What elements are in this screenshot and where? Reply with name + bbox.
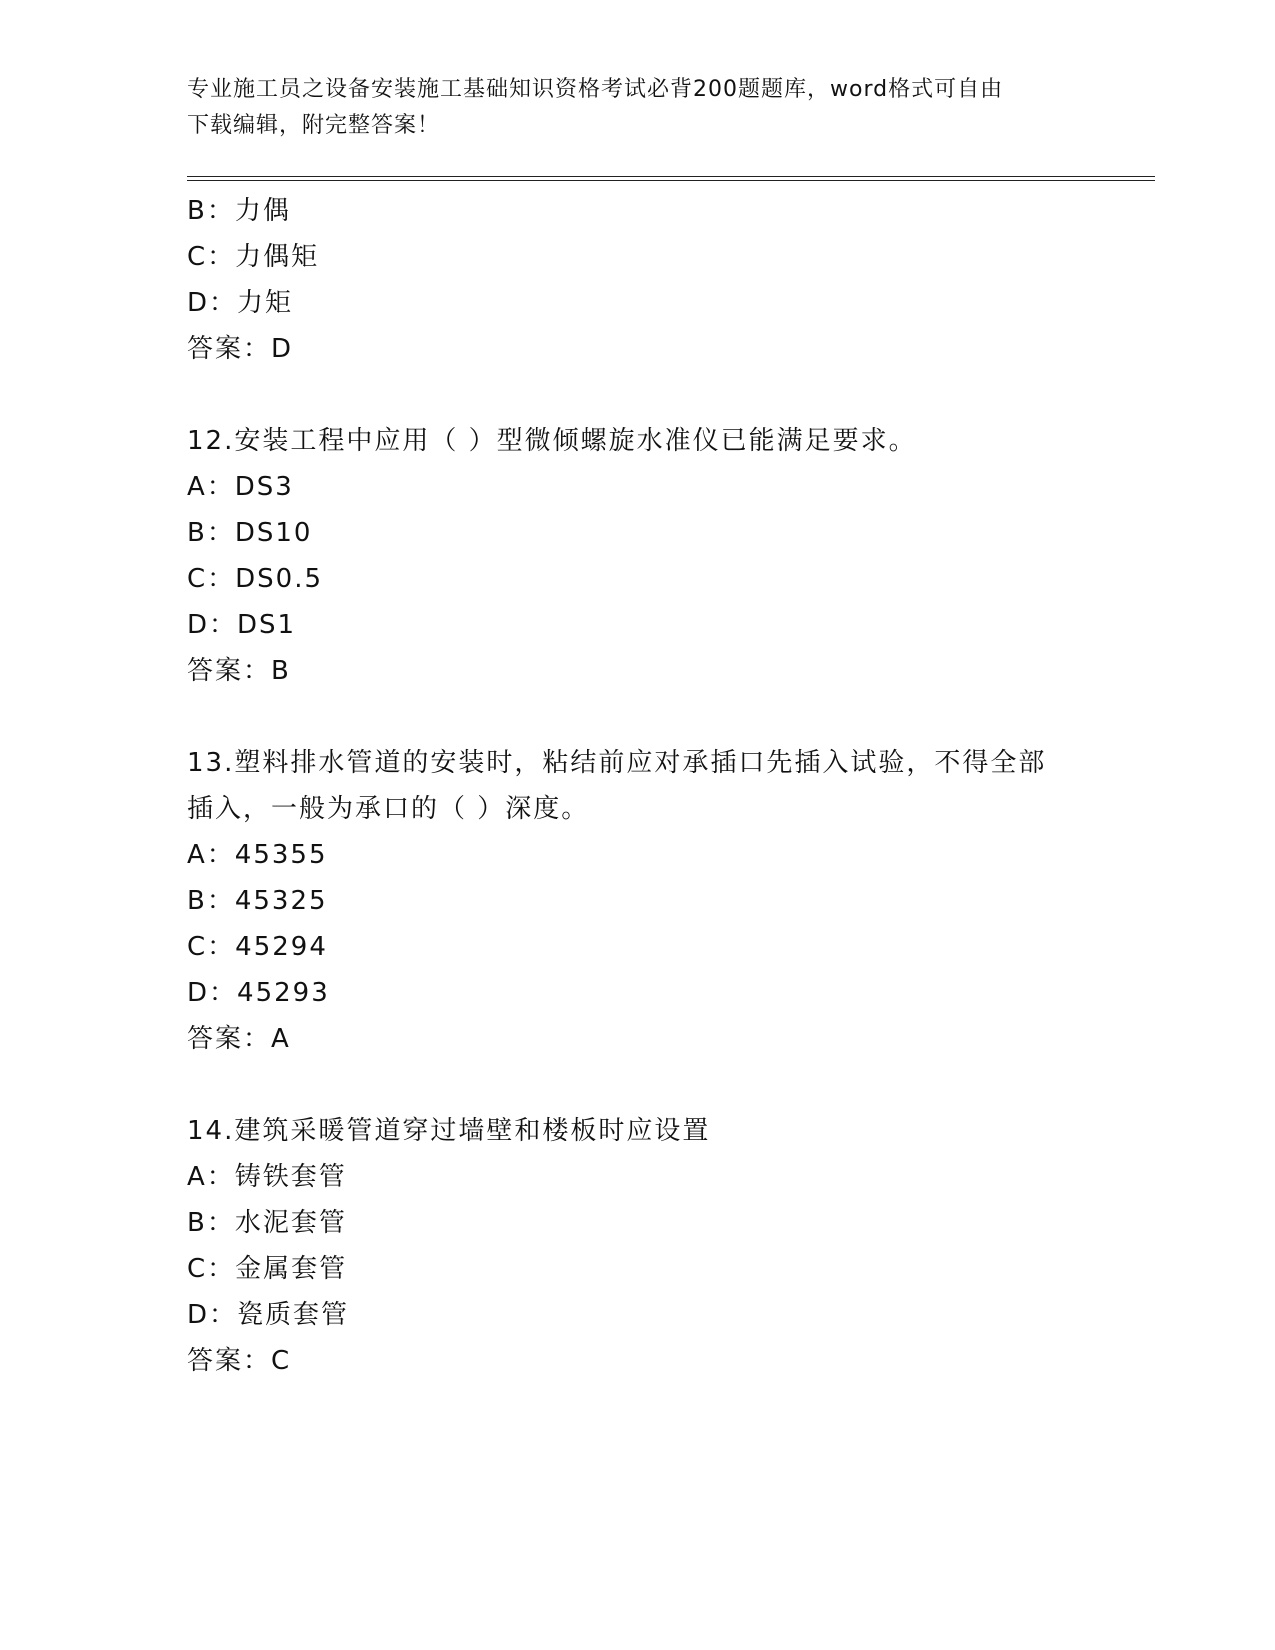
option-d: D：力矩 bbox=[187, 288, 294, 318]
option-c: C：力偶矩 bbox=[187, 242, 320, 272]
option-d: D：瓷质套管 bbox=[187, 1300, 350, 1330]
answer-line: 答案：C bbox=[187, 1346, 292, 1376]
header-line-1: 专业施工员之设备安装施工基础知识资格考试必背200题题库，word格式可自由 bbox=[187, 77, 1004, 102]
option-d: D：DS1 bbox=[187, 610, 297, 640]
question-spacer bbox=[187, 694, 1087, 740]
question-list bbox=[187, 188, 1087, 1384]
header-line-2: 下载编辑，附完整答案！ bbox=[187, 113, 441, 138]
option-c: C：DS0.5 bbox=[187, 564, 324, 594]
option-d: D：45293 bbox=[187, 978, 330, 1008]
question-title: 14.建筑采暖管道穿过墙壁和楼板时应设置 bbox=[187, 1116, 711, 1146]
question-spacer bbox=[187, 1062, 1087, 1108]
option-b: B：水泥套管 bbox=[187, 1208, 347, 1238]
question-title: 12.安装工程中应用（ ）型微倾螺旋水准仪已能满足要求。 bbox=[187, 426, 917, 456]
header-divider bbox=[187, 176, 1155, 181]
question-11-tail bbox=[187, 188, 1087, 372]
question-title-line-1: 13.塑料排水管道的安装时，粘结前应对承插口先插入试验，不得全部 bbox=[187, 748, 1047, 778]
question-title-line-2: 插入，一般为承口的（ ）深度。 bbox=[187, 794, 590, 824]
option-c: C：金属套管 bbox=[187, 1254, 348, 1284]
option-b: B：DS10 bbox=[187, 518, 313, 548]
question-14 bbox=[187, 1108, 1087, 1384]
question-12 bbox=[187, 418, 1087, 694]
option-a: A：铸铁套管 bbox=[187, 1162, 347, 1192]
answer-line: 答案：A bbox=[187, 1024, 291, 1054]
answer-line: 答案：B bbox=[187, 656, 291, 686]
question-13 bbox=[187, 740, 1087, 1062]
document-header bbox=[187, 72, 1067, 144]
option-a: A：DS3 bbox=[187, 472, 294, 502]
question-spacer bbox=[187, 372, 1087, 418]
option-b: B：力偶 bbox=[187, 196, 291, 226]
option-c: C：45294 bbox=[187, 932, 328, 962]
option-a: A：45355 bbox=[187, 840, 328, 870]
option-b: B：45325 bbox=[187, 886, 328, 916]
answer-line: 答案：D bbox=[187, 334, 294, 364]
